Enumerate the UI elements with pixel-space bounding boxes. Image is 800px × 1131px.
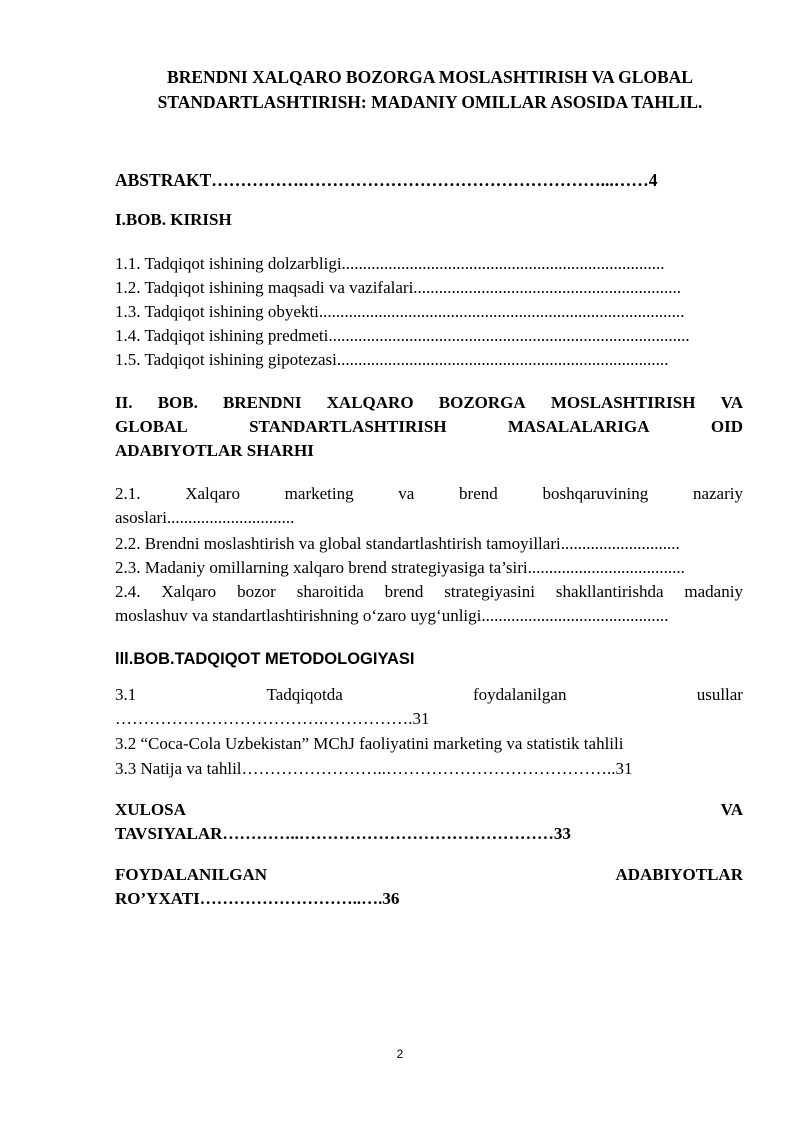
- word: brend: [384, 582, 424, 601]
- conclusion-line-2[interactable]: TAVSIYALAR…………..………………………………………33: [115, 824, 571, 843]
- word: BRENDNI: [223, 393, 302, 412]
- word: marketing: [284, 484, 354, 503]
- word: boshqaruvining: [542, 484, 649, 503]
- word: va: [398, 484, 415, 503]
- page-number: 2: [396, 1047, 404, 1061]
- word: STANDARTLASHTIRISH: [249, 417, 447, 436]
- toc-item-3-1-line-2[interactable]: ……………………………….…………….31: [115, 709, 430, 728]
- word: MASALALARIGA: [507, 417, 650, 436]
- toc-item-2-3[interactable]: 2.3. Madaniy omillarning xalqaro brend strategiyasiga ta’siri.....................................: [115, 558, 685, 577]
- document-title: [100, 65, 760, 115]
- word: BOB.: [157, 393, 198, 412]
- title-line-2: STANDARTLASHTIRISH: MADANIY OMILLAR ASOSIDA TAHLIL.: [157, 92, 703, 112]
- word: Xalqaro: [161, 582, 217, 601]
- word: nazariy: [692, 484, 743, 503]
- word: brend: [459, 484, 498, 503]
- word: foydalanilgan: [472, 685, 567, 704]
- chapter1-heading[interactable]: I.BOB. KIRISH: [115, 210, 232, 229]
- word: usullar: [696, 685, 743, 704]
- word: XULOSA: [115, 800, 186, 819]
- word: ADABIYOTLAR: [615, 865, 743, 884]
- toc-item-1-2[interactable]: 1.2. Tadqiqot ishining maqsadi va vazifalari...............................................................: [115, 278, 682, 297]
- chapter2-heading-line-3[interactable]: ADABIYOTLAR SHARHI: [115, 441, 314, 460]
- toc-item-3-1-line-1[interactable]: [115, 683, 743, 707]
- word: FOYDALANILGAN: [115, 865, 268, 884]
- word: madaniy: [684, 582, 743, 601]
- chapter3-heading[interactable]: lll.BOB.TADQIQOT METODOLOGIYASI: [115, 650, 415, 668]
- word: VA: [720, 800, 743, 819]
- word: shakllantirishda: [555, 582, 664, 601]
- references-line-2[interactable]: RO’YXATI………………………..….36: [115, 889, 400, 908]
- toc-item-3-3[interactable]: 3.3 Natija va tahlil……………………..…………………………………..31: [115, 759, 633, 778]
- word: sharoitida: [296, 582, 364, 601]
- word: Tadqiqotda: [266, 685, 343, 704]
- word: 2.4.: [115, 582, 141, 601]
- chapter2-heading-line-1[interactable]: [115, 391, 743, 415]
- toc-item-2-4-line-2[interactable]: moslashuv va standartlashtirishning o‘zaro uyg‘unligi............................................: [115, 606, 669, 625]
- word: bozor: [237, 582, 276, 601]
- word: MOSLASHTIRISH: [550, 393, 696, 412]
- toc-item-1-5[interactable]: 1.5. Tadqiqot ishining gipotezasi..............................................................................: [115, 350, 669, 369]
- word: GLOBAL: [115, 417, 188, 436]
- toc-item-2-4-line-1[interactable]: [115, 580, 743, 604]
- word: strategiyasini: [444, 582, 535, 601]
- toc-item-2-2[interactable]: 2.2. Brendni moslashtirish va global standartlashtirish tamoyillari............................: [115, 534, 680, 553]
- word: BOZORGA: [438, 393, 526, 412]
- toc-item-1-4[interactable]: 1.4. Tadqiqot ishining predmeti.....................................................................................: [115, 326, 690, 345]
- toc-item-2-1-line-1[interactable]: [115, 482, 743, 506]
- word: 2.1.: [115, 484, 141, 503]
- conclusion-line-1[interactable]: [115, 798, 743, 822]
- references-line-1[interactable]: [115, 863, 743, 887]
- chapter2-heading-line-2[interactable]: [115, 415, 743, 439]
- toc-item-1-1[interactable]: 1.1. Tadqiqot ishining dolzarbligi............................................................................: [115, 254, 665, 273]
- toc-item-1-3[interactable]: 1.3. Tadqiqot ishining obyekti......................................................................................: [115, 302, 685, 321]
- word: 3.1: [115, 685, 137, 704]
- title-line-1: BRENDNI XALQARO BOZORGA MOSLASHTIRISH VA GLOBAL: [167, 67, 693, 87]
- word: XALQARO: [326, 393, 414, 412]
- toc-abstract[interactable]: ABSTRAKT…………….……………………………………………...……4: [115, 170, 658, 190]
- word: VA: [720, 393, 743, 412]
- word: Xalqaro: [185, 484, 240, 503]
- toc-item-2-1-line-2[interactable]: asoslari..............................: [115, 508, 295, 527]
- word: OID: [710, 417, 743, 436]
- toc-item-3-2[interactable]: 3.2 “Coca-Cola Uzbekistan” MChJ faoliyatini marketing va statistik tahlili: [115, 734, 624, 753]
- word: II.: [115, 393, 133, 412]
